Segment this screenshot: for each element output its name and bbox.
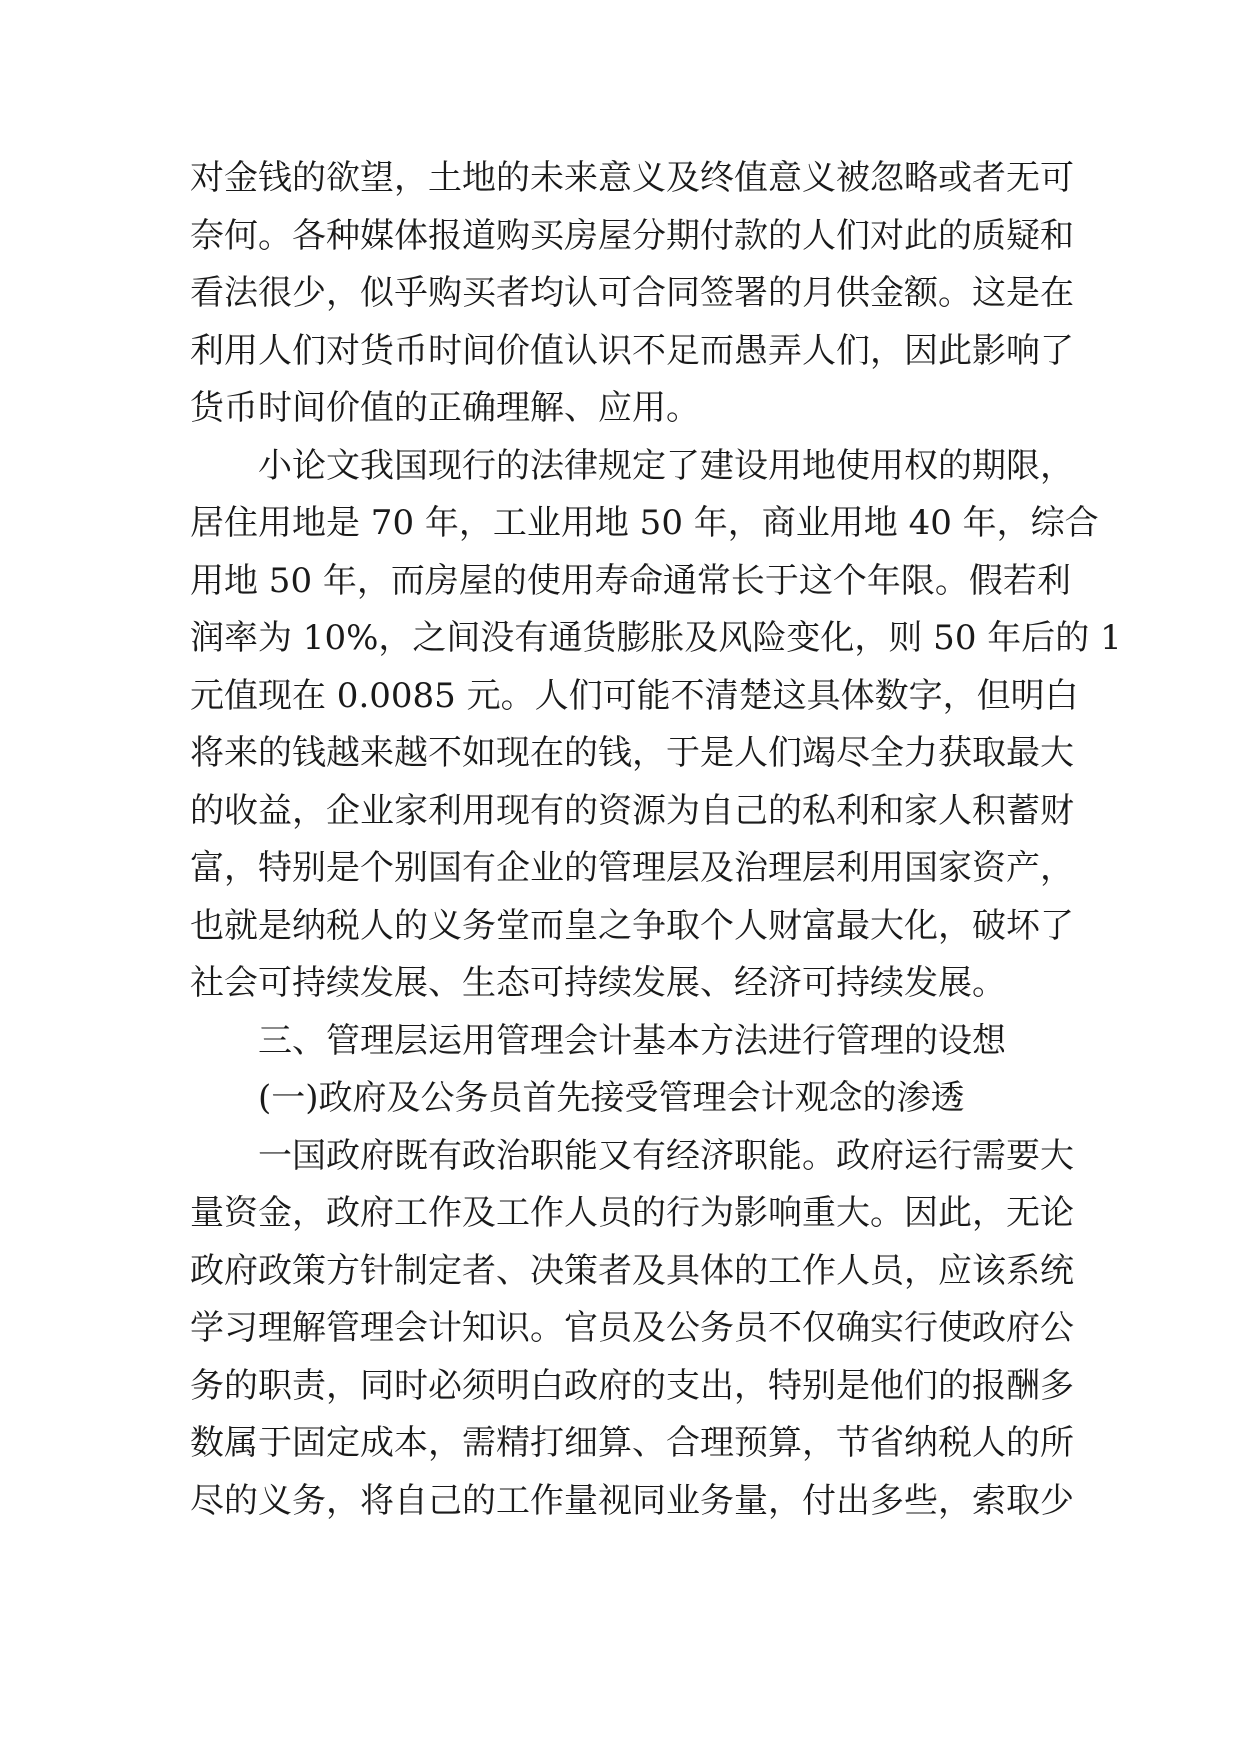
text-line: 政府政策方针制定者、决策者及具体的工作人员，应该系统 bbox=[190, 1250, 1074, 1291]
text-line: 看法很少，似乎购买者均认可合同签署的月供金额。这是在 bbox=[190, 273, 1074, 313]
text-line: 货币时间价值的正确理解、应用。 bbox=[190, 388, 700, 428]
text-line: 奈何。各种媒体报道购买房屋分期付款的人们对此的质疑和 bbox=[190, 215, 1074, 256]
text-line: 元值现在 0.0085 元。人们可能不清楚这具体数字，但明白 bbox=[190, 675, 1079, 716]
text-line: 也就是纳税人的义务堂而皇之争取个人财富最大化，破坏了 bbox=[190, 905, 1074, 946]
text-line: 润率为 10%，之间没有通货膨胀及风险变化，则 50 年后的 1 bbox=[190, 618, 1122, 658]
text-line: 将来的钱越来越不如现在的钱，于是人们竭尽全力获取最大 bbox=[190, 733, 1074, 773]
text-line: 尽的义务，将自己的工作量视同业务量，付出多些，索取少 bbox=[190, 1480, 1074, 1521]
text-line: 富，特别是个别国有企业的管理层及治理层利用国家资产， bbox=[190, 848, 1074, 888]
text-line: 一国政府既有政治职能又有经济职能。政府运行需要大 bbox=[258, 1135, 1074, 1176]
subsection-heading: (一)政府及公务员首先接受管理会计观念的渗透 bbox=[258, 1078, 965, 1118]
text-line: 学习理解管理会计知识。官员及公务员不仅确实行使政府公 bbox=[190, 1308, 1074, 1348]
text-line: 的收益，企业家利用现有的资源为自己的私利和家人积蓄财 bbox=[190, 790, 1074, 831]
text-line: 利用人们对货币时间价值认识不足而愚弄人们，因此影响了 bbox=[190, 330, 1074, 371]
text-line: 对金钱的欲望，土地的未来意义及终值意义被忽略或者无可 bbox=[190, 158, 1074, 198]
text-line: 务的职责，同时必须明白政府的支出，特别是他们的报酬多 bbox=[190, 1365, 1074, 1406]
text-line: 用地 50 年，而房屋的使用寿命通常长于这个年限。假若利 bbox=[190, 560, 1071, 601]
text-line: 居住用地是 70 年，工业用地 50 年，商业用地 40 年，综合 bbox=[190, 503, 1099, 543]
text-line: 量资金，政府工作及工作人员的行为影响重大。因此，无论 bbox=[190, 1193, 1074, 1233]
section-heading: 三、管理层运用管理会计基本方法进行管理的设想 bbox=[258, 1020, 1006, 1061]
text-line: 数属于固定成本，需精打细算、合理预算，节省纳税人的所 bbox=[190, 1423, 1074, 1463]
text-line: 社会可持续发展、生态可持续发展、经济可持续发展。 bbox=[190, 963, 1006, 1003]
text-line: 小论文我国现行的法律规定了建设用地使用权的期限， bbox=[258, 445, 1074, 486]
body-text bbox=[190, 150, 1122, 1530]
